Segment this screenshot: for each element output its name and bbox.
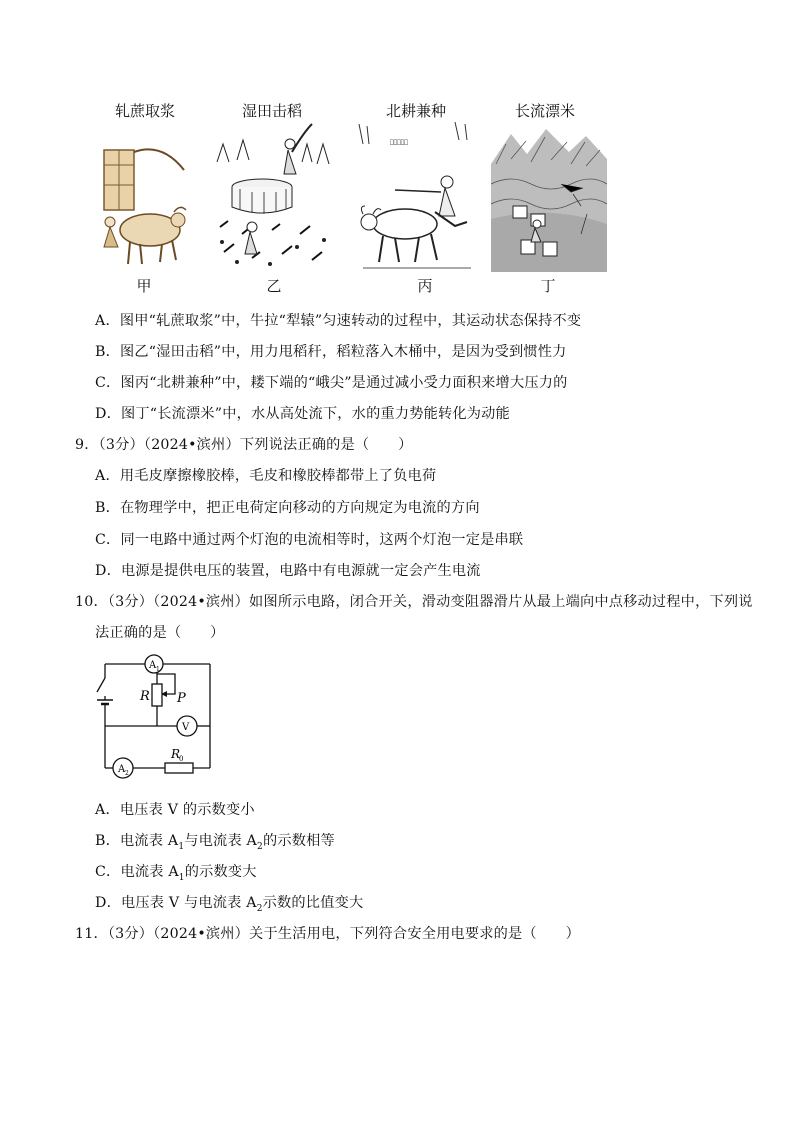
q10-option-c-sub: 1 — [178, 872, 185, 883]
voltmeter-v-label: V — [182, 722, 190, 733]
q10-option-d — [95, 892, 363, 914]
q8-option-b: B．图乙“湿田击稻”中，用力甩稻秆，稻粒落入木桶中，是因为受到惯性力 — [95, 344, 567, 360]
figure-label-jia: 甲 — [136, 277, 152, 295]
figure-caption-yi: 湿田击稻 — [241, 102, 302, 120]
q8-option-c: C．图丙“北耕兼种”中，耧下端的“峨尖”是通过减小受力面积来增大压力的 — [95, 375, 568, 391]
q10-option-b-sub-1: 1 — [178, 841, 185, 852]
q10-stem-line1: 10．（3分）（2024•滨州）如图所示电路，闭合开关，滑动变阻器滑片从最上端向中点移动过程中，下列说 — [75, 594, 753, 610]
q9-option-c: C．同一电路中通过两个灯泡的电流相等时，这两个灯泡一定是串联 — [95, 532, 524, 548]
q10-option-b-text-2: 与电流表 A — [184, 833, 257, 849]
q10-option-d-sub: 2 — [256, 903, 263, 914]
ammeter-a1-subscript: 1 — [156, 666, 160, 673]
q9-stem: 9．（3分）（2024•滨州）下列说法正确的是（ ） — [75, 437, 413, 453]
figure-caption-jia: 轧蔗取浆 — [114, 102, 175, 120]
q10-option-b-text-3: 的示数相等 — [262, 833, 335, 849]
illustration-flowing-water-mill — [491, 124, 607, 272]
q10-option-c-text-2: 的示数变大 — [184, 864, 257, 880]
ammeter-a2-label: A — [118, 764, 126, 775]
woodcut-inscription-stamp: 𠎗耒失軏趾 — [390, 139, 409, 146]
q9-option-b: B．在物理学中，把正电荷定向移动的方向规定为电流的方向 — [95, 500, 480, 516]
figure-label-yi: 乙 — [266, 277, 282, 295]
slider-p-label: P — [177, 691, 186, 706]
ammeter-a1-label: A — [149, 660, 157, 671]
q9-option-d: D．电源是提供电压的装置，电路中有电源就一定会产生电流 — [95, 563, 481, 579]
q9-option-a: A．用毛皮摩擦橡胶棒，毛皮和橡胶棒都带上了负电荷 — [95, 468, 437, 484]
q11-stem: 11．（3分）（2024•滨州）关于生活用电，下列符合安全用电要求的是（ ） — [75, 926, 580, 942]
figure-caption-bing: 北耕兼种 — [385, 102, 446, 120]
ammeter-a2-subscript: 2 — [125, 770, 129, 777]
resistor-r0-subscript: 0 — [179, 755, 184, 763]
figure-caption-ding: 长流漂米 — [514, 102, 575, 120]
illustration-plowing-ox — [355, 122, 475, 272]
illustration-sugarcane-press — [92, 140, 192, 270]
q10-option-b — [95, 830, 335, 852]
resistor-r0 — [165, 763, 193, 773]
q10-option-c — [95, 861, 257, 883]
rheostat-r — [152, 684, 162, 706]
q8-option-a: A．图甲“轧蔗取浆”中，牛拉“犁辕”匀速转动的过程中，其运动状态保持不变 — [95, 313, 582, 329]
q10-option-a: A．电压表 V 的示数变小 — [95, 802, 255, 818]
q10-option-b-sub-2: 2 — [257, 841, 263, 852]
q10-option-d-text-2: 示数的比值变大 — [262, 895, 364, 911]
q10-option-b-text-1: B．电流表 A — [95, 833, 179, 849]
illustration-threshing-rice — [212, 122, 334, 272]
resistor-r0-label: R — [171, 747, 181, 761]
switch-blade — [97, 678, 105, 692]
figure-label-ding: 丁 — [540, 277, 556, 295]
q8-option-d: D．图丁“长流漂米”中，水从高处流下，水的重力势能转化为动能 — [95, 406, 510, 422]
q10-option-c-text-1: C．电流表 A — [95, 864, 179, 880]
figure-label-bing: 丙 — [417, 277, 433, 295]
q10-stem-line2: 法正确的是（ ） — [95, 625, 225, 641]
circuit-diagram — [85, 650, 225, 780]
rheostat-r-label: R — [140, 689, 150, 704]
q10-option-d-text-1: D．电压表 V 与电流表 A — [95, 895, 257, 911]
